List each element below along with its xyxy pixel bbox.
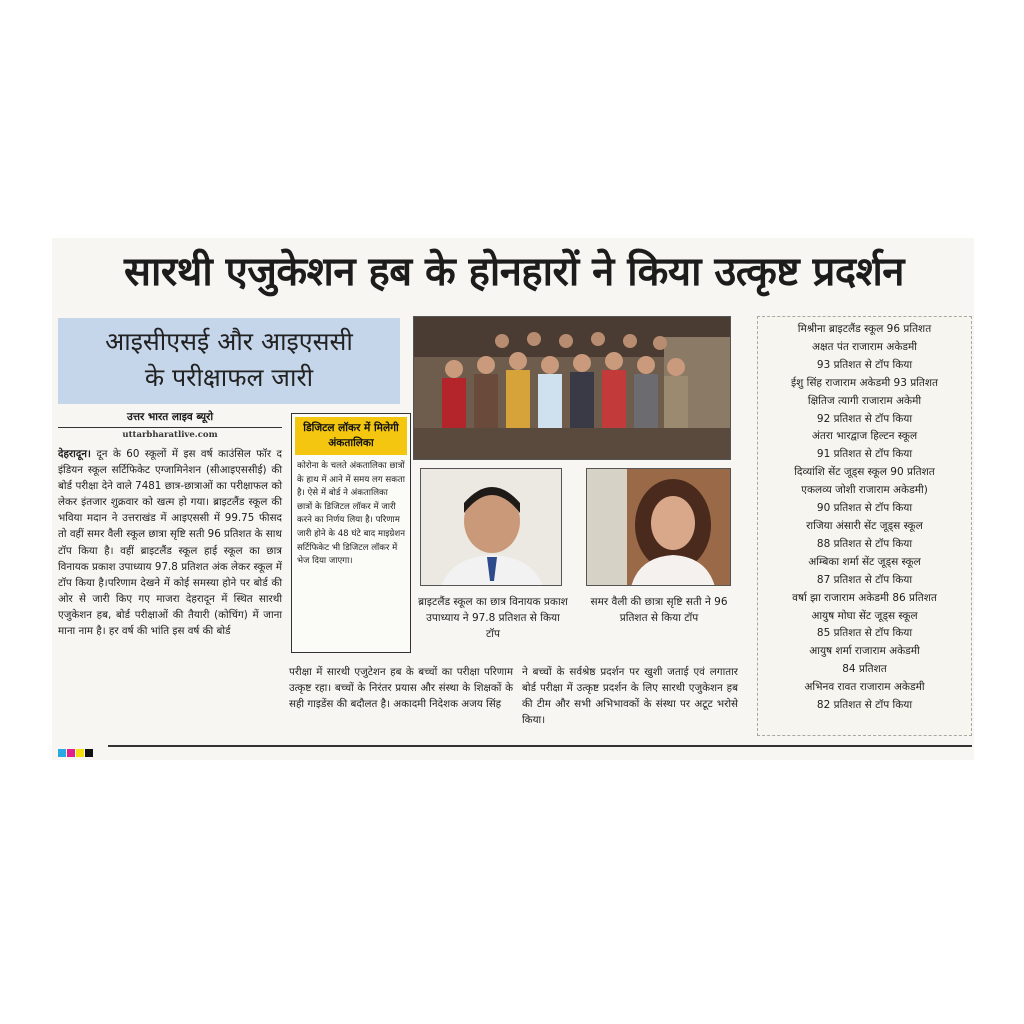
girl-portrait-photo bbox=[586, 468, 731, 586]
topper-line: 90 प्रतिशत से टॉप किया bbox=[816, 502, 913, 515]
column-1-text: दून के 60 स्कूलों में इस वर्ष काउंसिल फॉर द इंडियन स्कूल सर्टिफिकेट एग्जामिनेशन (सीआइएससीई) की बोर्ड परीक्षा देने वाले 7481 छात्र-छात्राओं का परीक्षाफल को लेकर इंतजार शुक्रवार को खत्म हो गया। ब्राइटलैंड स्कूल की भविया मदान ने उत्तराखंड में आइएससी में 99.75 फीसद तो वहीं समर वैली स्कूल छात्रा सृष्टि सती 96 प्रतिशत के साथ टॉप किया है। वहीं ब्राइटलैंड स्कूल हाई स्कूल का छात्र विनायक प्रकाश उपाध्याय 97.8 प्रतिशत अंक लेकर स्कूल में टॉप किया है।परिणाम देखने में कोई समस्या होने पर बोर्ड की ओर से जारी किए गए माजरा देहरादून में स्थित सारथी एजुकेशन हब, बोर्ड परीक्षाओं की तैयारी (कोचिंग) में जाना माना नाम है। हर वर्ष की भांति इस वर्ष की बोर्ड bbox=[58, 448, 282, 638]
topper-line: आयुष मोघा सेंट जूड्स स्कूल bbox=[811, 609, 918, 622]
topper-line: एकलव्य जोशी राजाराम अकेडमी) bbox=[801, 484, 928, 497]
topper-line: अम्बिका शर्मा सेंट जूड्स स्कूल bbox=[808, 555, 921, 568]
deck-line-1: आइसीएसई और आइएससी bbox=[105, 327, 353, 356]
girl-photo-caption: समर वैली की छात्रा सृष्टि सती ने 96 प्रतिशत से किया टॉप bbox=[590, 596, 728, 624]
topper-line: अभिनव रावत राजाराम अकेडमी bbox=[804, 681, 925, 694]
topper-line: क्षितिज त्यागी राजाराम अकेमी bbox=[807, 394, 922, 407]
byline: उत्तर भारत लाइव ब्यूरो bbox=[58, 410, 282, 428]
article-column-1 bbox=[58, 446, 282, 639]
topper-line: 88 प्रतिशत से टॉप किया bbox=[816, 537, 913, 550]
topper-line: आयुष शर्मा राजाराम अकेडमी bbox=[809, 645, 920, 658]
dateline: देहरादून। bbox=[58, 448, 91, 460]
topper-line: ईशु सिंह राजाराम अकेडमी 93 प्रतिशत bbox=[790, 376, 939, 389]
boy-portrait-photo bbox=[420, 468, 562, 586]
topper-line: राजिया अंसारी सेंट जूड्स स्कूल bbox=[806, 519, 923, 532]
topper-line: 93 प्रतिशत से टॉप किया bbox=[816, 358, 913, 371]
topper-line: वर्षा झा राजाराम अकेडमी 86 प्रतिशत bbox=[792, 591, 937, 604]
website: uttarbharatlive.com bbox=[122, 430, 218, 440]
article-column-3: ने बच्चों के सर्वश्रेष्ठ प्रदर्शन पर खुशी जताई एवं लगातार बोर्ड परीक्षा में उत्कृष्ट प्रदर्शन के लिए सारथी एजुकेशन हब की टीम और सभी अभिभावकों के संस्था पर अटूट भरोसे किया। bbox=[522, 666, 738, 727]
registration-marks bbox=[58, 742, 94, 750]
topper-line: अक्षत पंत राजाराम अकेडमी bbox=[811, 340, 918, 353]
topper-line: 84 प्रतिशत bbox=[842, 663, 887, 676]
box-body: कोरोना के चलते अंकतालिका छात्रों के हाथ में आने में समय लग सकता है। ऐसे में बोर्ड ने अंकतालिका छात्रों के डिजिटल लॉकर में जारी करने का निर्णय लिया है। परिणाम जारी होने के 48 घंटे बाद माइग्रेशन सर्टिफिकेट भी डिजिटल लॉकर में भेज दिया जाएगा। bbox=[297, 461, 405, 567]
boy-photo-caption: ब्राइटलैंड स्कूल का छात्र विनायक प्रकाश उपाध्याय ने 97.8 प्रतिशत से किया टॉप bbox=[418, 596, 568, 640]
headline: सारथी एजुकेशन हब के होनहारों ने किया उत्कृष्ट प्रदर्शन bbox=[124, 249, 904, 295]
deck-box bbox=[58, 318, 400, 404]
toppers-list bbox=[757, 316, 972, 736]
deck-line-2: के परीक्षाफल जारी bbox=[144, 363, 314, 392]
registration-dot bbox=[76, 749, 84, 757]
bottom-rule bbox=[108, 745, 972, 747]
topper-line: मिश्रीना ब्राइटलैंड स्कूल 96 प्रतिशत bbox=[797, 323, 932, 335]
topper-line: 82 प्रतिशत से टॉप किया bbox=[816, 699, 913, 712]
topper-line: 91 प्रतिशत से टॉप किया bbox=[816, 448, 913, 461]
topper-line: अंतरा भारद्वाज हिल्टन स्कूल bbox=[811, 430, 918, 443]
group-photo bbox=[413, 316, 731, 460]
topper-line: 92 प्रतिशत से टॉप किया bbox=[816, 412, 913, 425]
box-heading: डिजिटल लॉकर में मिलेगी अंकतालिका bbox=[295, 417, 407, 455]
digital-locker-box bbox=[291, 413, 411, 653]
registration-dot bbox=[58, 749, 66, 757]
topper-line: दिव्यांशि सेंट जूड्स स्कूल 90 प्रतिशत bbox=[794, 466, 935, 479]
registration-dot bbox=[67, 749, 75, 757]
topper-line: 85 प्रतिशत से टॉप किया bbox=[816, 627, 913, 640]
article-column-2: परीक्षा में सारथी एजुटेशन हब के बच्चों का परीक्षा परिणाम उत्कृष्ट रहा। बच्चों के निरंतर प्रयास और संस्था के शिक्षकों के सही गाइडेंस की बदौलत है। अकादमी निदेशक अजय सिंह bbox=[289, 666, 513, 711]
topper-line: 87 प्रतिशत से टॉप किया bbox=[816, 573, 913, 586]
registration-dot bbox=[85, 749, 93, 757]
